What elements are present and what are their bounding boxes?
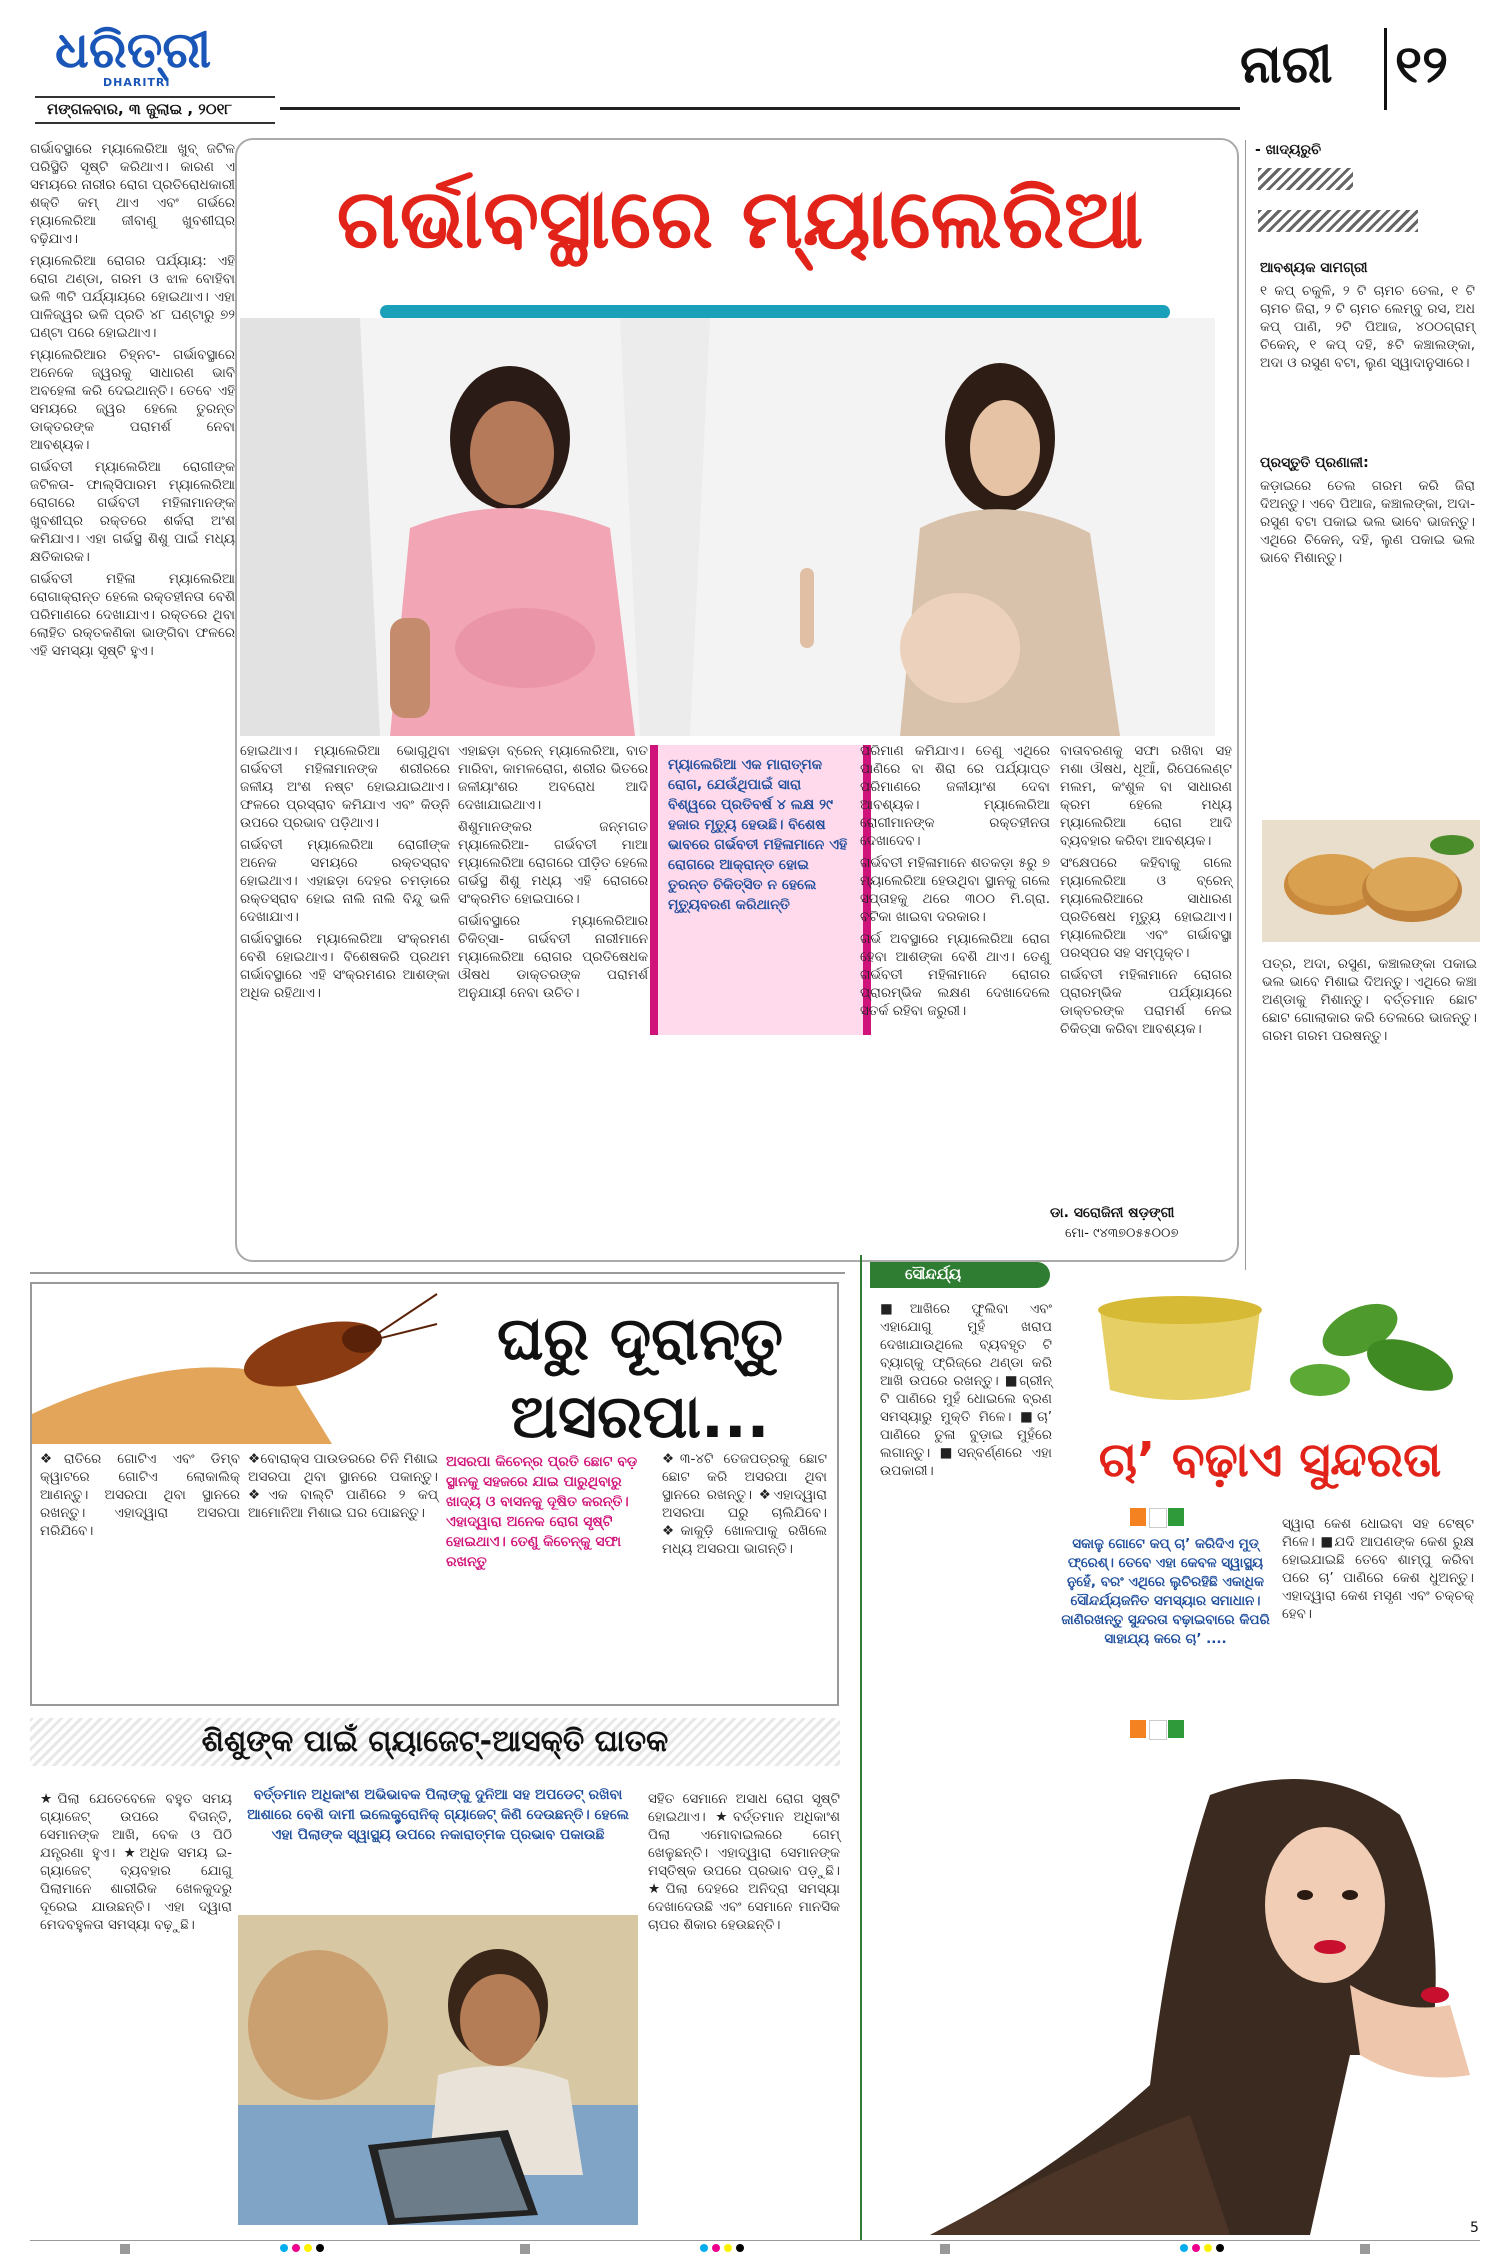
cockroach-headline: ଘରୁ ଦୂରାନ୍ତୁ ଅସରପା...	[497, 1304, 783, 1452]
print-registration-marks	[120, 2244, 1370, 2254]
recipe-ingredients-title: ଆବଶ୍ୟକ ସାମଗ୍ରୀ	[1260, 260, 1368, 276]
kids-photo	[238, 1915, 638, 2225]
beauty-pullquote: ସକାଳୁ ଗୋଟେ କପ୍ ଚା’ କରିଦିଏ ମୁଡ୍ ଫ୍ରେଶ୍। ତେବେ ଏହା କେବଳ ସ୍ୱାସ୍ଥ୍ୟ ନୁହେଁ, ବରଂ ଏଥିରେ ଲୁଚିରହିଛି ଏକାଧିକ ସୌନ୍ଦର୍ଯ୍ୟଜନିତ ସମସ୍ୟାର ସମାଧାନ। ଜାଣିରଖନ୍ତୁ ସୁନ୍ଦରତା ବଢ଼ାଇବାରେ କିପରି ସାହାଯ୍ୟ କରେ ଚା’ ....	[1061, 1536, 1270, 1647]
recipe-method-title: ପ୍ରସ୍ତୁତି ପ୍ରଣାଳୀ:	[1260, 455, 1369, 471]
beauty-col-2: ସ୍ୱାରା କେଶ ଧୋଇବା ସହ ଟେଷ୍ଟ ମିଳେ। ■ଯଦି ଆପଣଙ୍କ କେଶ ରୁକ୍ଷ ହୋଇଯାଇଛି ତେବେ ଶାମ୍ପୁ କରିବା ପରେ ଚା’ ପାଣିରେ କେଶ ଧୁଅନ୍ତୁ। ଏହାଦ୍ୱାରା କେଶ ମସୃଣ ଏବଂ ଚକ୍‌ଚକ୍ ହେବ।	[1282, 1516, 1474, 1622]
main-col-1	[30, 140, 235, 664]
pullquote-text: ମ୍ୟାଲେରିଆ ଏକ ମାରାତ୍ମକ ରୋଗ, ଯେଉଁଥିପାଇଁ ସାରା ବିଶ୍ୱରେ ପ୍ରତିବର୍ଷ ୪ ଲକ୍ଷ ୨୯ ହଜାର ମୃତ୍ୟୁ ହେଉଛି। ବିଶେଷ ଭାବରେ ଗର୍ଭବତୀ ମହିଳାମାନେ ଏହି ରୋଗରେ ଆକ୍ରାନ୍ତ ହୋଇ ତୁରନ୍ତ ଚିକିତ୍ସିତ ନ ହେଲେ ମୃତ୍ୟୁବରଣ କରିଥାନ୍ତି	[668, 757, 848, 913]
tea-photo	[1060, 1270, 1480, 1430]
paragraph: ମ୍ୟାଲେରିଆ ରୋଗର ପର୍ଯ୍ୟାୟ: ଏହି ରୋଗ ଥଣ୍ଡା, ଗରମ ଓ ଝାଳ ବୋହିବା ଭଳି ୩ଟି ପର୍ଯ୍ୟାୟରେ ହୋଇଥାଏ। ଏହା ପାଳିଜ୍ୱର ଭଳି ପ୍ରତି ୪୮ ଘଣ୍ଟାରୁ ୭୨ ଘଣ୍ଟା ପରେ ହୋଇଥାଏ।	[30, 253, 235, 341]
tricolor-mark	[1130, 1508, 1184, 1526]
headline-underbar	[380, 305, 1170, 319]
recipe-method: କଡ଼ାଇରେ ତେଲ ଗରମ କରି ଜିରା ଦିଅନ୍ତୁ। ଏବେ ପିଆଜ, କଞ୍ଚାଲଙ୍କା, ଅଦା-ରସୁଣ ବଟା ପକାଇ ଭଲ ଭାବେ ଭାଜନ୍ତୁ। ଏଥିରେ ଚିକେନ୍, ଦହି, ଲୁଣ ପକାଇ ଭଲ ଭାବେ ମିଶାନ୍ତୁ।	[1260, 478, 1475, 566]
masthead-date: ମଙ୍ଗଳବାର, ୩ ଜୁଲାଇ , ୨୦୧୮	[47, 100, 233, 118]
main-col-3	[458, 742, 648, 1006]
woman-long-hair-photo	[930, 1755, 1480, 2235]
kids-pullquote: ବର୍ତ୍ତମାନ ଅଧିକାଂଶ ଅଭିଭାବକ ପିଲାଙ୍କୁ ଦୁନିଆ ସହ ଅପଡେଟ୍ ରଖିବା ଆଶାରେ ବେଶି ଦାମୀ ଇଲେକ୍ଟ୍ରୋନିକ୍ ଗ୍ୟାଜେଟ୍ କିଣି ଦେଉଛନ୍ତି। ହେଲେ ଏହା ପିଲାଙ୍କ ସ୍ୱାସ୍ଥ୍ୟ ଉପରେ ନକାରାତ୍ମକ ପ୍ରଭାବ ପକାଉଛି	[247, 1787, 629, 1843]
paragraph: ବାତାବରଣକୁ ସଫା ରଖିବା ସହ ମଶା ଔଷଧ, ଧୂଆଁ, ରିପେଲେଣ୍ଟ ମଲମ, କଂଶୁଳ ବା ସାଧାରଣ କ୍ରମ ହେଲେ ମଧ୍ୟ ମ୍ୟାଲେରିଆ ରୋଗ ଆଦି ବ୍ୟବହାର କରିବା ଆବଶ୍ୟକ।	[1060, 743, 1232, 849]
paragraph: ହୋଇଥାଏ। ମ୍ୟାଲେରିଆ ଭୋଗୁଥିବା ଗର୍ଭବତୀ ମହିଳାମାନଙ୍କ ଶରୀରରେ ଜଳୀୟ ଅଂଶ ନଷ୍ଟ ହୋଇଯାଇଥାଏ। ଫଳରେ ପ୍ରସ୍ରାବ କମିଯାଏ ଏବଂ କିଡ୍‌ନି ଉପରେ ପ୍ରଭାବ ପଡ଼ିଥାଏ।	[240, 743, 450, 831]
paragraph: ମ୍ୟାଲେରିଆର ଚିହ୍ନଟ- ଗର୍ଭାବସ୍ଥାରେ ଅନେକେ ଜ୍ୱରକୁ ସାଧାରଣ ଭାବି ଅବହେଳା କରି ଦେଇଥାନ୍ତି। ତେବେ ଏହି ସମୟରେ ଜ୍ୱର ହେଲେ ତୁରନ୍ତ ଡାକ୍ତରଙ୍କ ପରାମର୍ଶ ନେବା ଆବଶ୍ୟକ।	[30, 347, 235, 453]
cockroach-photo	[32, 1284, 442, 1444]
paragraph: ସଂକ୍ଷେପରେ କହିବାକୁ ଗଲେ ମ୍ୟାଲେରିଆ ଓ ବ୍ରେନ୍ ମ୍ୟାଲେରିଆରେ ସାଧାରଣ ପ୍ରତିଷେଧ ମୃତ୍ୟୁ ହୋଇଥାଏ। ମ୍ୟାଲେରିଆ ଏବଂ ଗର୍ଭାବସ୍ଥା ପରସ୍ପର ସହ ସମ୍ପୃକ୍ତ।	[1060, 855, 1232, 961]
kids-col-2: ସହିତ ସେମାନେ ଅସାଧ ରୋଗ ସୃଷ୍ଟି ହୋଇଥାଏ। ★ବର୍ତ୍ତମାନ ଅଧିକାଂଶ ପିଲା ଏମୋବାଇଲରେ ଗେମ୍ ଖେଳୁଛନ୍ତି। ଏହାଦ୍ୱାରା ସେମାନଙ୍କ ମସ୍ତିଷ୍କ ଉପରେ ପ୍ରଭାବ ପଡ଼ୁଛି। ★ପିଲା ଦେହରେ ଅନିଦ୍ରା ସମସ୍ୟା ଦେଖାଦେଉଛି ଏବଂ ସେମାନେ ମାନସିକ ଚାପର ଶିକାର ହେଉଛନ୍ତି।	[648, 1791, 840, 1933]
kids-col-1: ★ପିଲା ଯେତେବେଳେ ବହୁତ ସମୟ ଗ୍ୟାଜେଟ୍ ଉପରେ ବିତାନ୍ତି, ସେମାନଙ୍କ ଆଖି, ବେକ ଓ ପିଠି ଯନ୍ତ୍ରଣା ହୁଏ। ★ଅଧିକ ସମୟ ଇ-ଗ୍ୟାଜେଟ୍ ବ୍ୟବହାର ଯୋଗୁ ପିଲାମାନେ ଶାରୀରିକ ଖେଳକୁଦରୁ ଦୂରେଇ ଯାଉଛନ୍ତି। ଏହା ଦ୍ୱାରା ମେଦବହୁଳତା ସମସ୍ୟା ବଢ଼ୁଛି।	[40, 1791, 232, 1933]
author-phone: ମୋ- ୯୪୩୭୦୫୫୦୦୭	[1065, 1226, 1179, 1241]
author-name: ଡା. ସରୋଜିନୀ ଷଡ଼ଙ୍ଗୀ	[1050, 1205, 1175, 1221]
beauty-kicker-bar	[870, 1262, 1050, 1288]
paragraph: ଗର୍ଭାବସ୍ଥାରେ ମ୍ୟାଲେରିଆ ସଂକ୍ରମଣ ବେଶି ହୋଇଥାଏ। ବିଶେଷକରି ପ୍ରଥମ ଗର୍ଭାବସ୍ଥାରେ ଏହି ସଂକ୍ରମଣର ଆଶଙ୍କା ଅଧିକ ରହିଥାଏ।	[240, 931, 450, 1001]
main-photo	[240, 318, 1215, 736]
beauty-headline: ଚା’ ବଢ଼ାଏ ସୁନ୍ଦରତା	[1098, 1432, 1442, 1488]
paragraph: ଗର୍ଭବତୀ ମ୍ୟାଲେରିଆ ରୋଗୀଙ୍କ ଜଟିଳତା- ଫାଲ୍ସିପାରମ ମ୍ୟାଲେରିଆ ରୋଗରେ ଗର୍ଭବତୀ ମହିଳାମାନଙ୍କ ଖୁବଶୀଘ୍ର ରକ୍ତରେ ଶର୍କରା ଅଂଶ କମିଯାଏ। ଏହା ଗର୍ଭସ୍ଥ ଶିଶୁ ପାଇଁ ମଧ୍ୟ କ୍ଷତିକାରକ।	[30, 459, 235, 565]
main-col-4	[860, 742, 1050, 1024]
paragraph: ଗର୍ଭବତୀ ମହିଳା ମ୍ୟାଲେରିଆ ରୋଗାକ୍ରାନ୍ତ ହେଲେ ରକ୍ତହୀନତା ବେଶି ପରିମାଣରେ ଦେଖାଯାଏ। ରକ୍ତରେ ଥିବା ଲୋହିତ ରକ୍ତକଣିକା ଭାଙ୍ଗିବା ଫଳରେ ଏହି ସମସ୍ୟା ସୃଷ୍ଟି ହୁଏ।	[30, 571, 235, 659]
recipe-title-stripe	[1258, 210, 1418, 232]
date-bar	[35, 96, 275, 124]
paragraph: ପରିମାଣ କମିଯାଏ। ତେଣୁ ଏଥିରେ ପାଣିରେ ବା ଶିରା ରେ ପର୍ଯ୍ୟାପ୍ତ ପରିମାଣରେ ଜଳୀୟାଂଶ ଦେବା ଆବଶ୍ୟକ। ମ୍ୟାଲେରିଆ ରୋଗୀମାନଙ୍କ ରକ୍ତହୀନତା ଦେଖାଦେବ।	[860, 743, 1050, 849]
recipe-photo	[1262, 820, 1480, 942]
cockroach-col-4: ❖୩-୪ଟି ତେଜପତ୍ରକୁ ଛୋଟ ଛୋଟ କରି ଅସରପା ଥିବା ସ୍ଥାନରେ ରଖନ୍ତୁ। ❖ଏହାଦ୍ୱାରା ଅସରପା ଘରୁ ଚାଲିଯିବେ। ❖କାକୁଡ଼ି ଖୋଳପାକୁ ରଖିଲେ ମଧ୍ୟ ଅସରପା ଭାଗନ୍ତି।	[662, 1451, 827, 1557]
beauty-col-1: ■ଆଖିରେ ଫୁଲିବା ଏବଂ ଏହାଯୋଗୁ ମୁହଁ ଖରାପ ଦେଖାଯାଉଥିଲେ ବ୍ୟବହୃତ ଟି ବ୍ୟାଗ୍‌କୁ ଫ୍ରିଜ୍‌ରେ ଥଣ୍ଡା କରି ଆଖି ଉପରେ ରଖନ୍ତୁ। ■ଗ୍ରୀନ୍ ଟି ପାଣିରେ ମୁହଁ ଧୋଇଲେ ବ୍ରଣ ସମସ୍ୟାରୁ ମୁକ୍ତି ମିଳେ। ■ଚା’ ପାଣିରେ ତୁଳା ବୁଡ଼ାଇ ମୁହଁରେ ଲଗାନ୍ତୁ। ■ସନ୍‌ବର୍ଣ୍ଣରେ ଏହା ଉପକାରୀ।	[880, 1301, 1052, 1479]
logo-text: ଧରିତ୍ରୀ	[55, 21, 212, 79]
section-title: ନାରୀ	[1240, 35, 1333, 95]
recipe-kicker: - ଖାଦ୍ୟରୁଚି	[1255, 142, 1322, 158]
footer-rule	[30, 2240, 1480, 2241]
main-col-2	[240, 742, 450, 1006]
paragraph: ଗର୍ଭାବସ୍ଥାରେ ମ୍ୟାଲେରିଆ ଖୁବ୍ ଜଟିଳ ପରିସ୍ଥିତି ସୃଷ୍ଟି କରିଥାଏ। କାରଣ ଏ ସମୟରେ ନାରୀର ରୋଗ ପ୍ରତିରୋଧକାରୀ ଶକ୍ତି କମ୍ ଥାଏ ଏବଂ ଗର୍ଭରେ ମ୍ୟାଲେରିଆ ଜୀବାଣୁ ଖୁବଶୀଘ୍ର ବଢ଼ିଯାଏ।	[30, 141, 235, 247]
model-photo	[930, 1755, 1480, 2235]
page-number-odia: ୧୨	[1395, 35, 1448, 95]
paragraph: ଏହାଛଡ଼ା ବ୍ରେନ୍ ମ୍ୟାଲେରିଆ, ବାତ ମାରିବା, କାମଳରୋଗ, ଶରୀର ଭିତରେ ଜଳୀୟାଂଶର ଅବରୋଧ ଆଦି ଦେଖାଯାଇଥାଏ।	[458, 743, 648, 813]
divider	[1245, 140, 1246, 1270]
pullquote-box	[650, 745, 871, 1035]
tricolor-mark	[1130, 1720, 1184, 1738]
kids-headline: ଶିଶୁଙ୍କ ପାଇଁ ଗ୍ୟାଜେଟ୍-ଆସକ୍ତି ଘାତକ	[30, 1718, 840, 1766]
paragraph: ଶିଶୁମାନଙ୍କର ଜନ୍ମଗତ ମ୍ୟାଲେରିଆ- ଗର୍ଭବତୀ ମାଆ ମ୍ୟାଲେରିଆ ରୋଗରେ ପୀଡ଼ିତ ହେଲେ ଗର୍ଭସ୍ଥ ଶିଶୁ ମଧ୍ୟ ଏହି ରୋଗରେ ସଂକ୍ରମିତ ହୋଇପାରେ।	[458, 819, 648, 907]
section-divider	[1384, 28, 1387, 110]
divider	[30, 1272, 845, 1274]
masthead	[0, 0, 1500, 125]
cutlet-food-photo	[1262, 820, 1480, 942]
cockroach-col-1: ❖ରାତିରେ ଗୋଟିଏ ଏବଂ ଡିମ୍ବ କ୍ୱାଟରେ ଗୋଟିଏ ଲୋକାଲିକ୍ ଆଣନ୍ତୁ। ଅସରପା ଥିବା ସ୍ଥାନରେ ରଖନ୍ତୁ। ଏହାଦ୍ୱାରା ଅସରପା ମରିଯିବେ।	[40, 1451, 240, 1539]
main-headline: ଗର୍ଭାବସ୍ଥାରେ ମ୍ୟାଲେରିଆ	[336, 172, 1144, 267]
logo	[55, 22, 240, 92]
cockroach-photo-svg	[32, 1284, 442, 1444]
cockroach-pullquote: ଅସରପା କିଚେନ୍‌ର ପ୍ରତି ଛୋଟ ବଡ଼ ସ୍ଥାନକୁ ସହଜରେ ଯାଇ ପାରୁଥିବାରୁ ଖାଦ୍ୟ ଓ ବାସନକୁ ଦୂଷିତ କରନ୍ତି। ଏହାଦ୍ୱାରା ଅନେକ ରୋଗ ସୃଷ୍ଟି ହୋଇଥାଏ। ତେଣୁ କିଚେନ୍‌କୁ ସଫା ରଖନ୍ତୁ	[446, 1454, 638, 1570]
recipe-bottom-text: ପତ୍ର, ଅଦା, ରସୁଣ, କଞ୍ଚାଲଙ୍କା ପକାଇ ଭଲ ଭାବେ ମିଶାଇ ଦିଅନ୍ତୁ। ଏଥିରେ କଞ୍ଚା ଅଣ୍ଡାକୁ ମିଶାନ୍ତୁ। ବର୍ତ୍ତମାନ ଛୋଟ ଛୋଟ ଗୋଲାକାର କରି ତେଲରେ ଭାଜନ୍ତୁ। ଗରମ ଗରମ ପରଷନ୍ତୁ।	[1262, 956, 1477, 1044]
paragraph: ଗର୍ଭ ଅବସ୍ଥାରେ ମ୍ୟାଲେରିଆ ରୋଗ ହେବା ଆଶଙ୍କା ବେଶି ଥାଏ। ତେଣୁ ଗର୍ଭବତୀ ମହିଳାମାନେ ରୋଗର ପ୍ରାରମ୍ଭିକ ଲକ୍ଷଣ ଦେଖାଦେଲେ ସତର୍କ ରହିବା ଜରୁରୀ।	[860, 931, 1050, 1019]
tea-cup-photo	[1060, 1270, 1480, 1430]
recipe-title-stripe	[1258, 168, 1353, 190]
main-col-5	[1060, 742, 1232, 1042]
masthead-rule	[280, 107, 1240, 110]
paragraph: ଗର୍ଭବତୀ ମହିଳାମାନେ ରୋଗର ପ୍ରାରମ୍ଭିକ ପର୍ଯ୍ୟାୟରେ ଡାକ୍ତରଙ୍କ ପରାମର୍ଶ ନେଇ ଚିକିତ୍ସା କରିବା ଆବଶ୍ୟକ।	[1060, 967, 1232, 1037]
cockroach-col-2: ❖ବୋରାକ୍ସ ପାଉଡରରେ ଚିନି ମିଶାଇ ଅସରପା ଥିବା ସ୍ଥାନରେ ପକାନ୍ତୁ। ❖ଏକ ବାଲ୍‌ଟି ପାଣିରେ ୨ କପ୍ ଆମୋନିଆ ମିଶାଇ ଘର ପୋଛନ୍ତୁ।	[248, 1451, 438, 1521]
footer-page-number: 5	[1470, 2220, 1479, 2236]
recipe-ingredients: ୧ କପ୍ ଚକୁଳି, ୨ ଟି ଚାମଚ ତେଲ, ୧ ଟି ଚାମଚ ଜିରା, ୨ ଟି ଚାମଚ ଲେମ୍ବୁ ରସ, ଅଧ କପ୍ ପାଣି, ୨ଟି ପିଆଜ, ୪୦୦ଗ୍ରାମ୍ ଚିକେନ୍, ୧ କପ୍ ଦହି, ୫ଟି କଞ୍ଚାଲଙ୍କା, ଅଦା ଓ ରସୁଣ ବଟା, ଲୁଣ ସ୍ୱାଦାନୁସାରେ।	[1260, 283, 1475, 371]
pregnant-women-photo	[240, 318, 1215, 736]
paragraph: ଗର୍ଭାବସ୍ଥାରେ ମ୍ୟାଲେରିଆର ଚିକିତ୍ସା- ଗର୍ଭବତୀ ନାରୀମାନେ ମ୍ୟାଲେରିଆ ରୋଗର ପ୍ରତିଷେଧକ ଔଷଧ ଡାକ୍ତରଙ୍କ ପରାମର୍ଶ ଅନୁଯାୟୀ ନେବା ଉଚିତ।	[458, 913, 648, 1001]
logo-sub: DHARITRI	[103, 76, 171, 89]
paragraph: ଗର୍ଭବତୀ ମ୍ୟାଲେରିଆ ରୋଗୀଙ୍କ ଅନେକ ସମୟରେ ରକ୍ତସ୍ରାବ ହୋଇଥାଏ। ଏହାଛଡ଼ା ଦେହର ଚମଡ଼ାରେ ରକ୍ତସ୍ରାବ ହୋଇ ନାଲି ନାଲି ବିନ୍ଦୁ ଭଳି ଦେଖାଯାଏ।	[240, 837, 450, 925]
child-with-tablet-photo	[238, 1915, 638, 2225]
beauty-kicker: ସୌନ୍ଦର୍ଯ୍ୟ	[905, 1265, 962, 1283]
paragraph: ଗର୍ଭବତୀ ମହିଳାମାନେ ଶତକଡ଼ା ୫ରୁ ୭ ମ୍ୟାଲେରିଆ ହେଉଥିବା ସ୍ଥାନକୁ ଗଲେ ସପ୍ତାହକୁ ଥରେ ୩୦୦ ମି.ଗ୍ରା. ବଟିକା ଖାଇବା ଦରକାର।	[860, 855, 1050, 925]
